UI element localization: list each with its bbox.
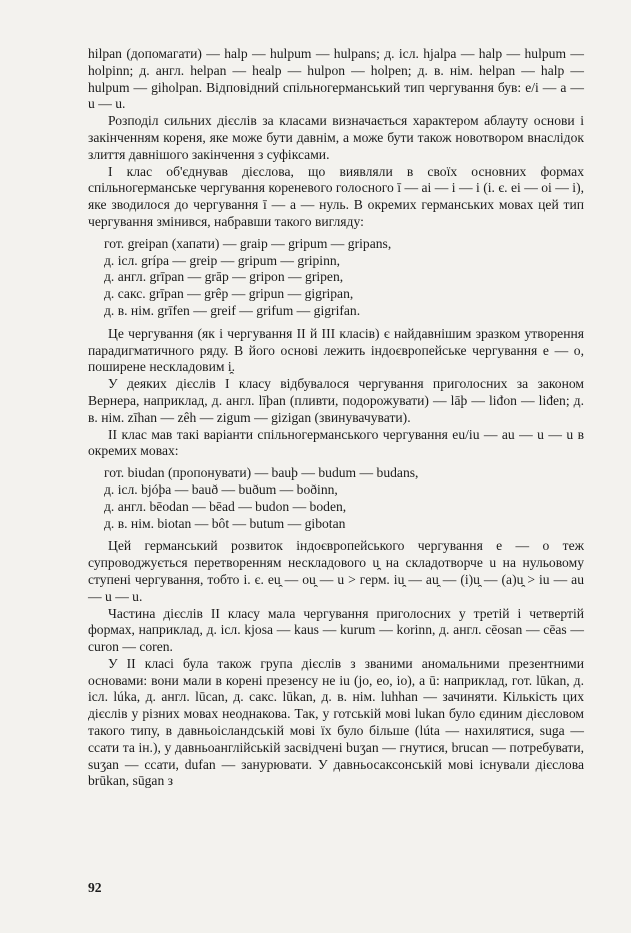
paragraph-6: ІІ клас мав такі варіанти спільногерманського чергування eu/iu — au — u — u в окремих мовах: (88, 426, 584, 459)
paragraph-4: Це чергування (як і чергування II й III класів) є найдавнішим зразком утворення парадигматичного ряду. В його основі лежить індоєвропейське чергування e — o, поширене нескладовим i̯. (88, 325, 584, 375)
example-block-2 (104, 465, 584, 532)
paragraph-2: Розподіл сильних дієслів за класами визначається характером аблауту основи і закінченням кореня, яке може бути давнім, а може бути також новотвором внаслідок злиття давнішого закінчення з суфіксами. (88, 113, 584, 162)
example-line: д. в. нім. grīfen — greif — grifum — gigrifan. (104, 302, 361, 318)
paragraph-9: У II класі була також група дієслів з званими аномальними презентними основами: вони мали в корені презенсу не iu (jo, eo, io), а ū: наприклад, гот. lūkan, д. ісл. lúka, д. англ. lūcan, д. сакс. lūkan, д. в. нім. luhhan — зачиняти. Кількість цих дієслів у різних мовах неоднакова. Так, у готській мові lukan було єдиним дієсловом такого типу, в давньоісландській мові їх було більше (lúta — нахилятися, suga — ссати та ін.), у давньоанглійській засвідчені buʒan — гнутися, brucan — потребувати, suʒan — ссати, dufan — занурювати. У давньосаксонській мові існували дієслова brūkan, sūgan з (88, 655, 584, 789)
example-line: гот. biudan (пропонувати) — bauþ — budum — budans, (104, 465, 419, 481)
example-line: д. ісл. grípa — greip — gripum — gripinn, (104, 252, 341, 268)
paragraph-5: У деяких дієслів І класу відбувалося чергування приголосних за законом Вернера, наприклад, д. англ. līþan (пливти, подорожувати) — lāþ — liđon — liđen; д. в. нім. zīhan — zêh — zigum — gizigan (звинувачувати). (88, 376, 584, 425)
example-line: д. сакс. grīpan — grêp — gripun — gigripan, (104, 286, 354, 302)
paragraph-3: І клас об'єднував дієслова, що виявляли в своїх основних формах спільногерманське чергування кореневого голосного ī — ai — i — i (і. є. ei — oi — i), яке зводилося до чергування ī — a — нуль. В окремих германських мовах цей тип чергування змінився, набравши такого вигляду: (88, 163, 584, 229)
example-line: гот. greipan (хапати) — graip — gripum — gripans, (104, 235, 392, 251)
example-block-1 (104, 236, 584, 320)
page-body (88, 46, 584, 790)
paragraph-1: hilpan (допомагати) — halp — hulpum — hulpans; д. ісл. hjalpa — halp — hulpum — holpinn; д. англ. helpan — healp — hulpon — holpen; д. в. нім. helpan — halp — hulpum — giholpan. Відповідний спільногерманський тип чергування був: e/i — a — u — u. (88, 46, 584, 112)
page-number: 92 (88, 880, 102, 895)
example-line: д. ісл. bjóþa — bauð — buðum — boðinn, (104, 481, 338, 497)
example-line: д. в. нім. biotan — bôt — butum — gibotan (104, 515, 346, 531)
example-line: д. англ. grīpan — grāp — gripon — gripen, (104, 269, 344, 285)
example-line: д. англ. bēodan — bēad — budon — boden, (104, 498, 347, 514)
paragraph-8: Частина дієслів II класу мала чергування приголосних у третій і четвертій формах, наприклад, д. ісл. kjosa — kaus — kurum — korinn, д. англ. cēosan — cēas — curon — coren. (88, 605, 584, 655)
paragraph-7: Цей германський розвиток індоєвропейського чергування e — o теж супроводжується перетворенням нескладового u̯ на складотворче u на нульовому ступені чергування, тобто і. є. eu̯ — ou̯ — u > герм. iu̯ — au̯ — (i)u̯ — (a)u̯ > iu — au — u — u. (88, 538, 584, 604)
